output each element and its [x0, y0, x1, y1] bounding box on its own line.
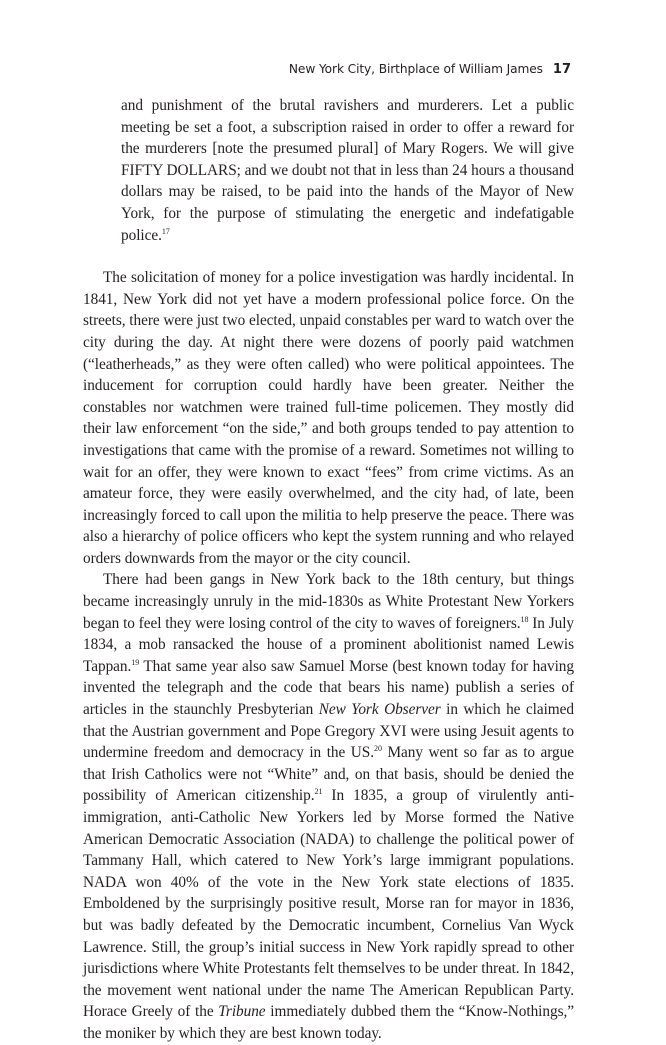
- page-number: 17: [552, 62, 571, 77]
- publication-title: Tribune: [218, 1003, 266, 1021]
- footnote-ref-19: 19: [131, 657, 140, 667]
- paragraph-text: In July 1834, a mob ransacked the house of a prominent abolitionist named Lewis Tappan.: [83, 614, 574, 675]
- paragraph-police: The solicitation of money for a police investigation was hardly incidental. In 1841, New York did not yet have a modern professional police force. On the streets, there were just two elected, unpaid constables per ward to watch over the city during the day. At night there were dozens of poorly paid watchmen (“leatherheads,” as they were often called) who were political appointees. The inducement for corruption could hardly have been greater. Neither the constables nor watchmen were trained full-time policemen. They mostly did their law enforcement “on the side,” and both groups tended to pay attention to investigations that came with the promise of a reward. Sometimes not willing to wait for an offer, they were known to exact “fees” from crime victims. As an amateur force, they were easily overwhelmed, and the city had, of late, been increasingly forced to call upon the militia to help preserve the peace. There was also a hierarchy of police officers who kept the system running and who relayed orders downwards from the mayor or the city council.: [83, 269, 574, 567]
- paragraph-text: That same year also saw Samuel Morse (best known today for having invented the telegraph and the code that bears his name) publish a series of articles in the staunchly Presbyterian: [83, 657, 574, 719]
- paragraph-text: Many went so far as to argue that Irish Catholics were not “White” and, on that basis, should be denied the possibility of American citizenship.: [83, 744, 574, 805]
- footnote-ref-20: 20: [374, 744, 382, 754]
- body-text: [83, 95, 574, 1045]
- block-quote: [121, 95, 574, 246]
- quote-text: and punishment of the brutal ravishers and murderers. Let a public meeting be set a foot, a subscription raised in order to offer a reward for the murderers [note the presumed plural] of Mary Rogers. We will give FIFTY DOLLARS; and we doubt not that in less than 24 hours a thousand dollars may be raised, to be paid into the hands of the Mayor of New York, for the purpose of stimulating the energetic and indefatigable police.: [121, 97, 574, 244]
- publication-title: New York Observer: [318, 701, 441, 719]
- footnote-ref-18: 18: [520, 614, 529, 624]
- paragraph-text: In 1835, a group of virulently anti-immigration, anti-Catholic New Yorkers led by Morse formed the Native American Democratic Association (NADA) to challenge the political power of Tammany Hall, which catered to New York’s large immigrant populations. NADA won 40% of the vote in the New York state elections of 1835. Emboldened by the surprisingly positive result, Morse ran for mayor in 1836, but was badly defeated by the Democratic incumbent, Cornelius Van Wyck Lawrence. Still, the group’s initial success in New York rapidly spread to other jurisdictions where White Protestants felt themselves to be under threat. In 1842, the movement went national under the name The American Republican Party. Horace Greely of the: [83, 787, 575, 1021]
- footnote-ref-21: 21: [314, 787, 323, 797]
- running-header-title: New York City, Birthplace of William James: [288, 62, 543, 76]
- paragraph-text: in which he claimed that the Austrian government and Pope Gregory XVI were using Jesuit agents to undermine freedom and democracy in the US.: [83, 701, 574, 762]
- paragraph-gangs: [83, 569, 574, 1044]
- footnote-ref-17: 17: [161, 226, 170, 236]
- paragraph-text: There had been gangs in New York back to the 18th century, but things became increasingly unruly in the mid-1830s as White Protestant New Yorkers began to feel they were losing control of the city to waves of foreigners.: [83, 571, 574, 632]
- paragraph-text: immediately dubbed them the “Know-Nothings,” the moniker by which they are best known today.: [83, 1003, 574, 1042]
- running-header: [289, 62, 571, 77]
